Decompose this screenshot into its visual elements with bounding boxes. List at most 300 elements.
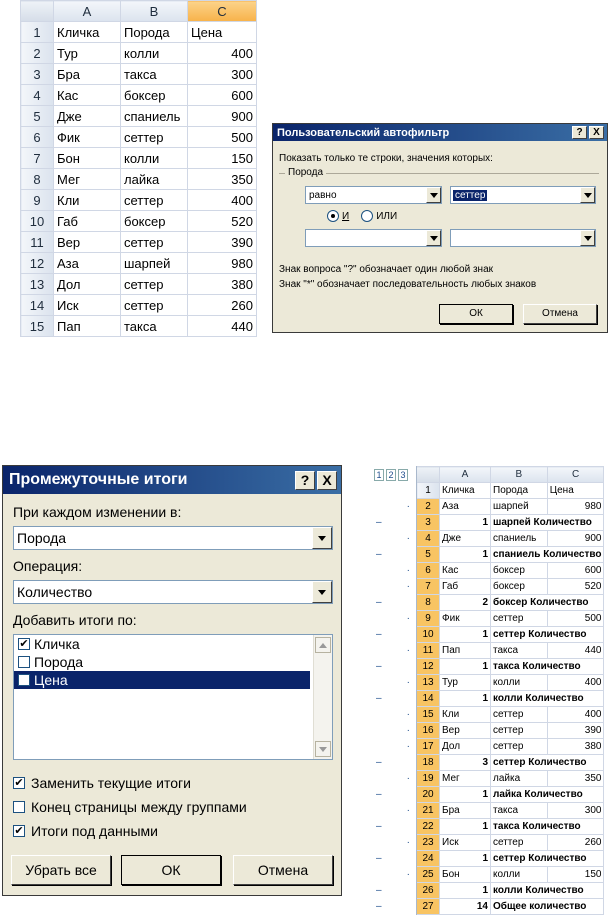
cell-c[interactable]: 150	[547, 867, 604, 883]
column-header-b[interactable]: B	[121, 1, 188, 22]
row-header[interactable]: 5	[21, 106, 54, 127]
cell-b[interactable]: спаниель Количество	[491, 547, 604, 563]
cell-c[interactable]: 300	[188, 64, 257, 85]
cell-b[interactable]: сеттер	[491, 739, 548, 755]
cell-b[interactable]: сеттер	[121, 274, 188, 295]
cell-a[interactable]: Бра	[54, 64, 121, 85]
cell-a[interactable]: Тур	[440, 675, 491, 691]
cell-a[interactable]: 2	[440, 595, 491, 611]
row-header[interactable]: 18	[417, 755, 440, 771]
row-header[interactable]: 10	[417, 627, 440, 643]
row-header[interactable]: 8	[417, 595, 440, 611]
cell-b[interactable]: сеттер	[121, 295, 188, 316]
row-header[interactable]: 5	[417, 547, 440, 563]
column-header-a[interactable]: A	[440, 467, 491, 483]
table-row	[372, 739, 604, 755]
cell-a[interactable]: 1	[440, 819, 491, 835]
top-sheet-body	[21, 22, 257, 337]
cell-c[interactable]: 440	[547, 643, 604, 659]
ok-button[interactable]: ОК	[439, 304, 513, 324]
cell-a[interactable]: 1	[440, 659, 491, 675]
table-row	[21, 274, 257, 295]
cell-a[interactable]: 1	[440, 691, 491, 707]
help-button[interactable]: ?	[295, 471, 315, 490]
outline-collapse-icon[interactable]: –	[372, 547, 417, 563]
chevron-down-icon[interactable]	[312, 527, 332, 549]
cell-b[interactable]: сеттер	[491, 835, 548, 851]
cell-a[interactable]: Дол	[54, 274, 121, 295]
table-row	[372, 867, 604, 883]
row-header[interactable]: 2	[417, 499, 440, 515]
cell-a[interactable]: Дол	[440, 739, 491, 755]
table-row	[21, 43, 257, 64]
checkbox-checked-icon[interactable]: ✔	[19, 637, 29, 650]
table-row	[21, 106, 257, 127]
cell-a[interactable]: Кличка	[54, 22, 121, 43]
table-row	[372, 771, 604, 787]
outline-bracket-icon: ·	[372, 739, 417, 755]
cell-b[interactable]: боксер	[491, 563, 548, 579]
row-header[interactable]: 3	[417, 515, 440, 531]
cell-b[interactable]: шарпей	[491, 499, 548, 515]
cell-b[interactable]: сеттер Количество	[491, 851, 604, 867]
row-header[interactable]: 14	[417, 691, 440, 707]
chevron-down-icon[interactable]	[312, 581, 332, 603]
table-row	[372, 531, 604, 547]
row-header[interactable]: 20	[417, 787, 440, 803]
cell-c[interactable]: 900	[547, 531, 604, 547]
outline-bracket-icon: ·	[372, 723, 417, 739]
cell-b[interactable]: лайка Количество	[491, 787, 604, 803]
table-row	[21, 148, 257, 169]
cell-b[interactable]: Порода	[491, 483, 548, 499]
cell-c[interactable]: 980	[547, 499, 604, 515]
row-header[interactable]: 9	[21, 190, 54, 211]
table-row	[372, 563, 604, 579]
cell-b[interactable]: колли	[491, 867, 548, 883]
row-header[interactable]: 11	[21, 232, 54, 253]
row-header[interactable]: 1	[21, 22, 54, 43]
field-list-item[interactable]	[14, 653, 310, 671]
field-label: Порода	[34, 654, 84, 670]
cell-b[interactable]: лайка	[121, 169, 188, 190]
table-row	[372, 483, 604, 499]
cell-c[interactable]: 520	[547, 579, 604, 595]
table-row	[21, 127, 257, 148]
cell-b[interactable]: шарпей	[121, 253, 188, 274]
cell-a[interactable]: Фик	[54, 127, 121, 148]
hint-asterisk: Знак "*" обозначает последовательность любых знаков	[279, 279, 537, 290]
cell-c[interactable]: 260	[188, 295, 257, 316]
cell-a[interactable]: Дже	[440, 531, 491, 547]
scroll-up-icon[interactable]	[315, 637, 331, 653]
cell-a[interactable]: Иск	[440, 835, 491, 851]
cell-a[interactable]: 1	[440, 883, 491, 899]
table-row	[21, 169, 257, 190]
each-change-select[interactable]	[13, 526, 333, 550]
cell-b[interactable]: такса Количество	[491, 819, 604, 835]
operation-value: Количество	[17, 584, 93, 600]
outline-bracket-icon: ·	[372, 579, 417, 595]
outline-bracket-icon: ·	[372, 611, 417, 627]
cell-b[interactable]: сеттер	[491, 707, 548, 723]
column-header-a[interactable]: A	[54, 1, 121, 22]
radio-and[interactable]	[327, 210, 349, 222]
radio-empty-icon	[361, 210, 373, 222]
field-list-item[interactable]	[14, 671, 310, 689]
outline-collapse-icon[interactable]: –	[372, 899, 417, 915]
group-label: Порода	[285, 167, 326, 178]
cell-a[interactable]: Вер	[440, 723, 491, 739]
cell-a[interactable]: Габ	[54, 211, 121, 232]
table-row	[21, 64, 257, 85]
cell-b[interactable]: сеттер Количество	[491, 755, 604, 771]
select-all-corner[interactable]	[417, 467, 440, 483]
help-button[interactable]: ?	[572, 126, 587, 139]
row-header[interactable]: 12	[417, 659, 440, 675]
cancel-button[interactable]: Отмена	[523, 304, 597, 324]
subtotal-row	[372, 659, 604, 675]
cell-c[interactable]: 350	[547, 771, 604, 787]
cell-c[interactable]: 300	[547, 803, 604, 819]
cell-c[interactable]: 350	[188, 169, 257, 190]
outline-bracket-icon: ·	[372, 499, 417, 515]
cell-b[interactable]: колли Количество	[491, 691, 604, 707]
row-header[interactable]: 10	[21, 211, 54, 232]
cell-c[interactable]: 400	[547, 707, 604, 723]
cell-c[interactable]: 380	[547, 739, 604, 755]
dialog-titlebar[interactable]	[3, 466, 341, 494]
column-header-b[interactable]: B	[491, 467, 548, 483]
subtotal-row	[372, 899, 604, 915]
cell-a[interactable]: Иск	[54, 295, 121, 316]
cell-a[interactable]: 1	[440, 851, 491, 867]
cell-a[interactable]: Аза	[440, 499, 491, 515]
row-header[interactable]: 13	[417, 675, 440, 691]
row-header[interactable]: 6	[417, 563, 440, 579]
table-row	[372, 723, 604, 739]
cancel-button[interactable]: Отмена	[233, 855, 333, 885]
cell-a[interactable]: Кас	[440, 563, 491, 579]
dialog-title: Промежуточные итоги	[9, 471, 188, 488]
radio-selected-icon	[327, 210, 339, 222]
cell-b[interactable]: колли Количество	[491, 883, 604, 899]
cell-c[interactable]: Цена	[547, 483, 604, 499]
chevron-down-icon[interactable]	[580, 230, 595, 246]
row-header[interactable]: 25	[417, 867, 440, 883]
row-header[interactable]: 22	[417, 819, 440, 835]
select-all-corner[interactable]	[21, 1, 54, 22]
cell-b[interactable]: сеттер	[491, 611, 548, 627]
outline-bracket-icon: ·	[372, 643, 417, 659]
column-header-c[interactable]: C	[188, 1, 257, 22]
outline-bracket-icon: ·	[372, 707, 417, 723]
each-change-label: При каждом изменении в:	[13, 504, 182, 520]
close-button[interactable]: X	[589, 126, 604, 139]
row-header[interactable]: 23	[417, 835, 440, 851]
cell-b[interactable]: колли	[491, 675, 548, 691]
row-header[interactable]: 14	[21, 295, 54, 316]
subtotals-sheet-body	[372, 483, 604, 915]
field-list-item[interactable]	[14, 635, 310, 653]
field-label: Цена	[34, 672, 68, 688]
chevron-down-icon[interactable]	[426, 187, 441, 203]
cell-a[interactable]: Кли	[54, 190, 121, 211]
cell-b[interactable]: лайка	[491, 771, 548, 787]
table-row	[21, 232, 257, 253]
subtotal-row	[372, 851, 604, 867]
ok-button[interactable]: ОК	[121, 855, 221, 885]
outline-bracket-icon: ·	[372, 803, 417, 819]
group-divider	[279, 173, 599, 175]
cell-c[interactable]: 980	[188, 253, 257, 274]
outline-level-3-button[interactable]: 3	[398, 469, 408, 481]
cell-c[interactable]: 600	[547, 563, 604, 579]
cell-c[interactable]: 390	[547, 723, 604, 739]
logic-radio-group	[327, 210, 397, 222]
each-change-value: Порода	[17, 530, 67, 546]
row-header[interactable]: 1	[417, 483, 440, 499]
cell-c[interactable]: 380	[188, 274, 257, 295]
subtotal-row	[372, 515, 604, 531]
cell-a[interactable]: Тур	[54, 43, 121, 64]
cell-c[interactable]: 520	[188, 211, 257, 232]
table-row	[21, 316, 257, 337]
outline-collapse-icon[interactable]: –	[372, 851, 417, 867]
row-header[interactable]: 6	[21, 127, 54, 148]
summary-below-label: Итоги под данными	[31, 823, 158, 839]
cell-b[interactable]: спаниель	[121, 106, 188, 127]
outline-collapse-icon[interactable]: –	[372, 627, 417, 643]
cell-b[interactable]: сеттер	[121, 232, 188, 253]
cell-a[interactable]: Аза	[54, 253, 121, 274]
cell-b[interactable]: Порода	[121, 22, 188, 43]
outline-level-buttons	[372, 467, 417, 483]
page-break-checkbox[interactable]	[13, 799, 247, 815]
subtotal-row	[372, 595, 604, 611]
subtotal-row	[372, 819, 604, 835]
cell-a[interactable]: Дже	[54, 106, 121, 127]
condition1-value-text: сеттер	[455, 189, 486, 201]
cell-b[interactable]: шарпей Количество	[491, 515, 604, 531]
outline-collapse-icon[interactable]: –	[372, 883, 417, 899]
fields-listbox[interactable]	[13, 634, 333, 760]
cell-a[interactable]: 1	[440, 627, 491, 643]
row-header[interactable]: 13	[21, 274, 54, 295]
listbox-scrollbar[interactable]	[313, 635, 332, 759]
table-row	[21, 253, 257, 274]
cell-b[interactable]: сеттер	[121, 190, 188, 211]
field-label: Кличка	[34, 636, 80, 652]
cell-c[interactable]: 500	[547, 611, 604, 627]
radio-or-label: ИЛИ	[376, 210, 398, 222]
table-row	[21, 85, 257, 106]
scroll-down-icon[interactable]	[315, 741, 331, 757]
table-row	[372, 707, 604, 723]
cell-a[interactable]: Бра	[440, 803, 491, 819]
cell-b[interactable]: Общее количество	[491, 899, 604, 915]
outline-bracket-icon: ·	[372, 531, 417, 547]
condition1-operator-select[interactable]	[305, 186, 442, 204]
cell-a[interactable]: Бон	[440, 867, 491, 883]
page-break-label: Конец страницы между группами	[31, 799, 247, 815]
column-header-c[interactable]: C	[547, 467, 604, 483]
subtotal-row	[372, 755, 604, 771]
table-row	[21, 211, 257, 232]
condition1-value-select[interactable]	[450, 186, 596, 204]
cell-b[interactable]: боксер	[121, 85, 188, 106]
table-row	[21, 190, 257, 211]
radio-and-label: И	[342, 210, 350, 222]
subtotal-row	[372, 627, 604, 643]
checkbox-empty-icon[interactable]	[18, 656, 30, 668]
table-row	[372, 499, 604, 515]
row-header[interactable]: 11	[417, 643, 440, 659]
outline-bracket-icon: ·	[372, 771, 417, 787]
row-header[interactable]: 7	[21, 148, 54, 169]
row-header[interactable]: 8	[21, 169, 54, 190]
cell-b[interactable]: колли	[121, 148, 188, 169]
row-header[interactable]: 15	[21, 316, 54, 337]
row-header[interactable]: 15	[417, 707, 440, 723]
operation-select[interactable]	[13, 580, 333, 604]
cell-a[interactable]: Вер	[54, 232, 121, 253]
custom-autofilter-dialog	[272, 123, 608, 333]
row-header[interactable]: 26	[417, 883, 440, 899]
subtotal-row	[372, 547, 604, 563]
row-header[interactable]: 27	[417, 899, 440, 915]
outline-collapse-icon[interactable]: –	[372, 659, 417, 675]
outline-level-2-button[interactable]: 2	[386, 469, 396, 481]
subtotal-row	[372, 787, 604, 803]
top-spreadsheet	[20, 0, 257, 337]
table-row	[372, 643, 604, 659]
cell-a[interactable]: 1	[440, 515, 491, 531]
row-header[interactable]: 7	[417, 579, 440, 595]
cell-c[interactable]: 400	[188, 43, 257, 64]
cell-c[interactable]: 400	[547, 675, 604, 691]
cell-b[interactable]: такса	[121, 64, 188, 85]
outline-collapse-icon[interactable]: –	[372, 515, 417, 531]
cell-a[interactable]: Мег	[54, 169, 121, 190]
row-header[interactable]: 16	[417, 723, 440, 739]
row-header[interactable]: 2	[21, 43, 54, 64]
cell-a[interactable]: Пап	[440, 643, 491, 659]
cell-b[interactable]: сеттер	[121, 127, 188, 148]
cell-b[interactable]: такса Количество	[491, 659, 604, 675]
table-row	[21, 295, 257, 316]
outline-bracket-icon: ·	[372, 867, 417, 883]
operation-label: Операция:	[13, 558, 83, 574]
row-header[interactable]: 3	[21, 64, 54, 85]
table-row	[372, 611, 604, 627]
row-header[interactable]: 19	[417, 771, 440, 787]
cell-b[interactable]: боксер	[121, 211, 188, 232]
row-header[interactable]: 12	[21, 253, 54, 274]
cell-a[interactable]: 1	[440, 547, 491, 563]
outline-collapse-icon[interactable]: –	[372, 819, 417, 835]
cell-c[interactable]: 500	[188, 127, 257, 148]
cell-c[interactable]: 600	[188, 85, 257, 106]
checkbox-empty-icon[interactable]	[18, 674, 30, 686]
row-header[interactable]: 17	[417, 739, 440, 755]
cell-a[interactable]: Кас	[54, 85, 121, 106]
outline-level-1-button[interactable]: 1	[374, 469, 384, 481]
radio-or[interactable]	[361, 210, 397, 222]
condition2-operator-select[interactable]	[305, 229, 442, 247]
chevron-down-icon[interactable]	[580, 187, 595, 203]
add-totals-label: Добавить итоги по:	[13, 612, 137, 628]
dialog-titlebar[interactable]	[273, 124, 607, 141]
cell-a[interactable]: Бон	[54, 148, 121, 169]
subtotal-row	[372, 691, 604, 707]
cell-b[interactable]: такса	[121, 316, 188, 337]
row-header[interactable]: 9	[417, 611, 440, 627]
cell-a[interactable]: Мег	[440, 771, 491, 787]
cell-c[interactable]: 150	[188, 148, 257, 169]
cell-b[interactable]: боксер	[491, 579, 548, 595]
cell-b[interactable]: боксер Количество	[491, 595, 604, 611]
replace-current-label: Заменить текущие итоги	[31, 775, 191, 791]
cell-a[interactable]: Кли	[440, 707, 491, 723]
cell-c[interactable]: 440	[188, 316, 257, 337]
outline-collapse-icon[interactable]: –	[372, 691, 417, 707]
cell-c[interactable]: 900	[188, 106, 257, 127]
cell-b[interactable]: сеттер	[491, 723, 548, 739]
table-row	[372, 803, 604, 819]
row-header[interactable]: 4	[417, 531, 440, 547]
cell-c[interactable]: 400	[188, 190, 257, 211]
outline-collapse-icon[interactable]: –	[372, 755, 417, 771]
outline-collapse-icon[interactable]: –	[372, 595, 417, 611]
cell-a[interactable]: Габ	[440, 579, 491, 595]
cell-c[interactable]: 390	[188, 232, 257, 253]
row-header[interactable]: 24	[417, 851, 440, 867]
cell-b[interactable]: колли	[121, 43, 188, 64]
outline-collapse-icon[interactable]: –	[372, 787, 417, 803]
chevron-down-icon[interactable]	[426, 230, 441, 246]
filter-prompt: Показать только те строки, значения которых:	[279, 153, 493, 164]
cell-a[interactable]: 3	[440, 755, 491, 771]
row-header[interactable]: 21	[417, 803, 440, 819]
cell-a[interactable]: 14	[440, 899, 491, 915]
row-header[interactable]: 4	[21, 85, 54, 106]
cell-b[interactable]: сеттер Количество	[491, 627, 604, 643]
table-row	[372, 835, 604, 851]
subtotal-row	[372, 883, 604, 899]
dialog-title: Пользовательский автофильтр	[277, 126, 450, 139]
cell-b[interactable]: такса	[491, 643, 548, 659]
close-button[interactable]: X	[317, 471, 337, 490]
hint-question-mark: Знак вопроса "?" обозначает один любой знак	[279, 264, 493, 275]
remove-all-button[interactable]: Убрать все	[11, 855, 111, 885]
cell-b[interactable]: спаниель	[491, 531, 548, 547]
cell-a[interactable]: Кличка	[440, 483, 491, 499]
replace-current-checkbox[interactable]	[13, 775, 191, 791]
condition2-value-select[interactable]	[450, 229, 596, 247]
cell-a[interactable]: Фик	[440, 611, 491, 627]
cell-a[interactable]: Пап	[54, 316, 121, 337]
cell-c[interactable]: Цена	[188, 22, 257, 43]
table-row	[372, 579, 604, 595]
outline-bracket-icon: ·	[372, 835, 417, 851]
cell-b[interactable]: такса	[491, 803, 548, 819]
cell-c[interactable]: 260	[547, 835, 604, 851]
summary-below-checkbox[interactable]	[13, 823, 158, 839]
outline-bracket-icon: ·	[372, 563, 417, 579]
cell-a[interactable]: 1	[440, 787, 491, 803]
table-row	[372, 675, 604, 691]
